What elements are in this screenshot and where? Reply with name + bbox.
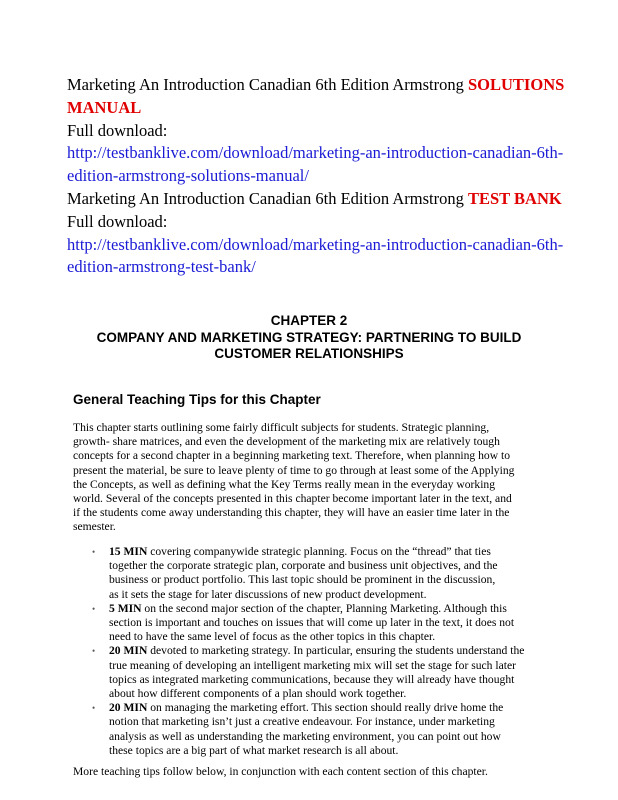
item-text: together the corporate strategic plan, corporate and business unit objectives, and the <box>109 559 498 573</box>
paragraph-line: growth- share matrices, and even the development of the marketing mix are relatively tough <box>73 435 500 449</box>
item-text: topics as integrated marketing communications, because they will already have thought <box>109 672 515 686</box>
solutions-download-link[interactable]: http://testbanklive.com/download/marketing-an-introduction-canadian-6th- <box>67 143 564 163</box>
bullet-icon: • <box>92 703 96 714</box>
chapter-title-line: COMPANY AND MARKETING STRATEGY: PARTNERING TO BUILD <box>96 329 522 345</box>
time-label: 15 MIN <box>109 545 148 558</box>
paragraph-line: concepts for a second chapter in a beginning marketing text. Therefore, when planning how to <box>73 449 510 463</box>
download-label: Full download: <box>67 120 168 140</box>
footer-note: More teaching tips follow below, in conjunction with each content section of this chapter. <box>73 765 488 778</box>
download-header <box>67 74 587 279</box>
paragraph-line: This chapter starts outlining some fairly difficult subjects for students. Strategic planning, <box>73 421 490 434</box>
list-item <box>92 701 562 758</box>
title-text: Marketing An Introduction Canadian 6th Edition Armstrong <box>67 75 468 94</box>
paragraph-line: present the material, be sure to leave plenty of time to go through at least some of the Applying <box>73 463 515 477</box>
chapter-number: CHAPTER 2 <box>270 313 348 328</box>
item-text: these topics are a big part of what market research is all about. <box>109 743 399 757</box>
item-text: about how different components of a plan should work together. <box>109 687 407 701</box>
list-item <box>92 602 562 645</box>
paragraph-line: semester. <box>73 520 116 534</box>
title-text: Marketing An Introduction Canadian 6th Edition Armstrong <box>67 188 468 208</box>
time-label: 20 MIN <box>109 644 148 658</box>
item-text: notion that marketing isn’t just a creative endeavour. For instance, under marketing <box>109 715 495 729</box>
solutions-highlight: SOLUTIONS <box>468 75 565 94</box>
item-text: devoted to marketing strategy. In particular, ensuring the students understand the <box>147 644 525 658</box>
item-text: business or product portfolio. This last topic should be prominent in the discussion, <box>109 573 496 587</box>
bullet-icon: • <box>92 603 96 614</box>
testbank-download-link-cont[interactable]: edition-armstrong-test-bank/ <box>67 257 256 277</box>
download-label: Full download: <box>67 211 168 231</box>
testbank-download-link[interactable]: http://testbanklive.com/download/marketing-an-introduction-canadian-6th- <box>67 234 564 254</box>
chapter-heading <box>40 313 578 363</box>
item-text: as it sets the stage for later discussions of new product development. <box>109 587 427 601</box>
item-text: true meaning of developing an intelligent marketing mix will set the stage for such later <box>109 658 516 672</box>
paragraph-line: the Concepts, as well as defining what the Key Terms really mean in the everyday working <box>73 477 496 491</box>
time-label: 20 MIN <box>109 701 148 715</box>
item-text: covering companywide strategic planning. Focus on the “thread” that ties <box>147 545 491 558</box>
testbank-title-line <box>67 188 587 211</box>
paragraph-line: world. Several of the concepts presented in this chapter become important later in the text, and <box>73 492 512 506</box>
teaching-tips-list <box>92 545 562 758</box>
item-text: need to have the same level of focus as the other topics in this chapter. <box>109 630 436 644</box>
list-item <box>92 644 562 701</box>
section-heading: General Teaching Tips for this Chapter <box>73 392 321 407</box>
intro-paragraph <box>73 421 553 535</box>
chapter-title-line: CUSTOMER RELATIONSHIPS <box>214 346 404 361</box>
solutions-download-link-cont[interactable]: edition-armstrong-solutions-manual/ <box>67 166 309 186</box>
bullet-icon: • <box>92 646 96 657</box>
solutions-title-line <box>67 74 587 97</box>
item-text: section is important and touches on issues that will come up later in the text, it does not <box>109 616 515 630</box>
item-text: analysis as well as understanding the marketing environment, you can point out how <box>109 729 501 743</box>
item-text: on managing the marketing effort. This section should really drive home the <box>147 701 504 715</box>
testbank-highlight: TEST BANK <box>468 188 562 208</box>
paragraph-line: if the students come away understanding this chapter, they will have an easier time later in the <box>73 506 510 520</box>
list-item <box>92 545 562 602</box>
bullet-icon: • <box>92 547 96 557</box>
manual-highlight: MANUAL <box>67 97 142 117</box>
time-label: 5 MIN <box>109 601 142 615</box>
item-text: on the second major section of the chapter, Planning Marketing. Although this <box>141 601 507 615</box>
